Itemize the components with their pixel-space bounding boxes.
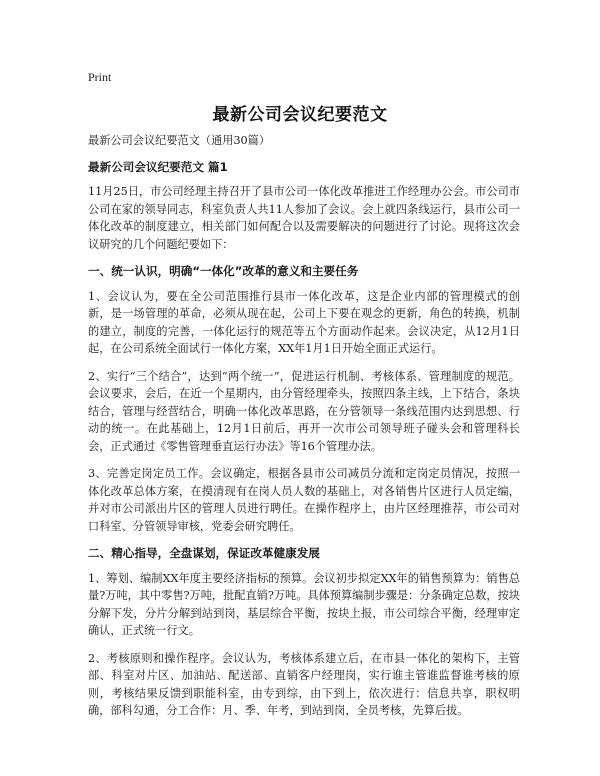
page-title: 最新公司会议纪要范文 xyxy=(212,105,388,125)
print-link[interactable]: Print xyxy=(88,70,112,84)
section2-heading: 二、精心指导，全盘谋划，保证改革健康发展 xyxy=(88,546,320,560)
article-heading: 最新公司会议纪要范文 篇1 xyxy=(88,159,228,174)
subtitle: 最新公司会议纪要范文（通用30篇） xyxy=(88,134,271,147)
section2-paragraph-2: 2、考核原则和操作程序。会议认为，考核体系建立后，在市县一体化的架构下，主管部、科室对片区、加油站、配送部、直销客户经理岗，实行谁主管谁监督谁考核的原则，考核结果反馈到职能科室，由专到综，由下到上，依次进行：信息共享，职权明确，部科勾通，分工合作：月、季、年考，到站到岗，全员考核，先算后拔。 xyxy=(88,651,520,717)
section2-paragraph-1: 1、筹划、编制XX年度主要经济指标的预算。会议初步拟定XX年的销售预算为：销售总量?万吨，其中零售?万吨，批配直销?万吨。具体预算编制步骤是：分条确定总数，按块分解下发，分片分解到站到岗，基层综合平衡，按块上报，市公司综合平衡，经理审定确认，正式统一行文。 xyxy=(88,571,520,637)
section1-paragraph-1: 1、会议认为，要在全公司范围推行县市一体化改革，这是企业内部的管理模式的创新，是一场管理的革命，必须从现在起，公司上下要在观念的更新，角色的转换，机制的建立，制度的完善，一体化运行的规范等五个方面动作起来。会议决定，从12月1日起，在公司系统全面试行一体化方案，XX年1月1日开始全面正式运行。 xyxy=(88,289,520,355)
section1-paragraph-3: 3、完善定岗定员工作。会议确定，根据各县市公司减员分流和定岗定员情况，按照一体化改革总体方案，在摸清现有在岗人员人数的基础上，对各销售片区进行人员定编，并对市公司派出片区的管理人员进行聘任。在操作程序上，由片区经理推荐，市公司对口科室、分管领导审核，党委会研究聘任。 xyxy=(88,467,520,533)
section1-heading: 一、统一认识，明确“一体化”改革的意义和主要任务 xyxy=(88,264,359,278)
section1-paragraph-2: 2、实行“三个结合”，达到“两个统一”，促进运行机制、考核体系、管理制度的规范。会议要求，会后，在近一个星期内，由分管经理牵头，按照四条主线，上下结合，条块结合，管理与经营结合，明确一体化改革思路，在分管领导一条线范围内达到思想、行动的统一。在此基础上，12月1日前后，再开一次市公司领导班子碰头会和管理科长会，正式通过《零售管理垂直运行办法》等16个管理办法。 xyxy=(88,369,520,453)
document-body xyxy=(88,132,520,730)
intro-paragraph: 11月25日，市公司经理主持召开了县市公司一体化改革推进工作经理办公会。市公司市公司在家的领导同志，科室负责人共11人参加了会议。会上就四条线运行，县市公司一体化改革的制度建立，相关部门如何配合以及需要解决的问题进行了讨论。现将这次会议研究的几个问题纪要如下： xyxy=(88,185,520,251)
